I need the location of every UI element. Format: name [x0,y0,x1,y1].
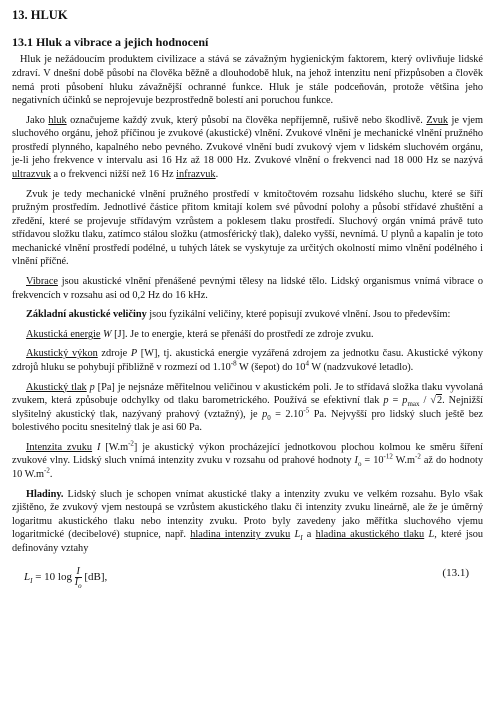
chapter-title: 13. HLUK [12,8,68,22]
text: jsou akustické vlnění přenášené pevnými tělesy na lidské tělo. Lidský organismus vnímá vibrace o frekvencích v rozsahu asi od 0,2 Hz do 16 kHz. [12,276,483,301]
exponent: -12 [383,453,393,461]
formula-lhs: L [24,571,31,584]
fraction [74,566,82,591]
symbol-lp: L [428,529,435,541]
term-hluk: hluk [48,114,67,126]
text: . [215,169,219,181]
paragraph-intro: Hluk je nežádoucím produktem civilizace a stává se závažným hygienickým faktorem, který ovlivňuje lidské zdraví. V dnešní době působí na člověka běžně a dlouhodobě hluk, na jehož intenzitu není přizpůsoben a člověk nemá proti působení hluku závažnější ochranné funkce. Hluk je stále podceňován, protože většina jeho negativních účinků se neprojevuje bezprostředně bolestí ani poruchou funkce. [12,54,483,107]
term-akusticky-vykon: Akustický výkon [26,348,98,360]
text: ] je akustický výkon procházející jednotkovou plochou kolmou ke směru šíření zvukové vlny. Lidský sluch vnímá intenzity zvuku v rozsahu od prahové hodnoty [12,441,483,467]
paragraph-akusticky-vykon [12,347,483,374]
paragraph-vibrace [12,275,483,302]
term-akusticky-tlak: Akustický tlak [26,381,87,393]
subscript: max [407,400,420,409]
term-infrazvuk: infrazvuk [176,169,216,181]
text: = 10 [361,455,384,467]
paragraph-hladiny [12,488,483,556]
symbol-i: I [96,441,101,453]
paragraph-akusticka-energie [12,328,483,342]
text: . Nejnižší slyšitelný akustický tlak, nazývaný prahový (vztažný), je [12,395,484,420]
term-ultrazvuk: ultrazvuk [12,169,51,181]
text: zdroje [97,348,131,360]
text: [Pa] je nejsnáze měřitelnou veličinou v akustickém poli. Je to střídavá složka tlaku vyvolaná zvukem, která způsobuje odchylky od tlaku barometrického. Používá se efektivní tlak [12,381,483,407]
subscript: o [78,582,82,591]
text: Lidský sluch je schopen vnímat akustické tlaky a intenzity zvuku ve velkém rozsahu. Bylo však zjištěno, že zvukový vjem nestoupá se vzrůstem akustického tlaku či intenzity zvuku lineárně, ale že je úměrný logaritmu akustického tlaku nebo intenzity zvuku. Proto byly zavedeny jako měřítka sluchového vjemu logaritmické (decibelové) stupnice, např. [12,488,483,541]
equation-number: (13.1) [442,567,469,580]
subscript: o [357,460,362,469]
paragraph-intenzita-zvuku [12,441,483,482]
exponent: -5 [303,406,310,415]
term-hladina-intenzity: hladina intenzity zvuku [190,529,291,541]
numerator: I [76,566,80,578]
text: [W.m [100,441,129,453]
denominator [74,577,82,591]
text: jsou fyzikální veličiny, které popisují zvukové vlnění. Jsou to především: [146,309,451,321]
term-hladiny: Hladiny. [26,488,64,500]
den-symbol: I [74,577,79,589]
text: W.m [392,455,416,467]
paragraph-hluk-definition [12,114,483,182]
term-vibrace: Vibrace [26,276,58,288]
exponent: -2 [415,453,421,461]
text: . [49,469,53,480]
term-zvuk: Zvuk [426,114,449,126]
paragraph-akusticky-tlak [12,381,483,435]
formula-unit: [dB], [81,571,108,584]
text: a [302,529,316,541]
symbol-w: W [103,328,112,340]
exponent: -8 [230,359,237,368]
formula-eq: = 10 log [32,571,75,584]
paragraph-zvuk-vlneni: Zvuk je tedy mechanické vlnění pružného prostředí v kmitočtovém rozsahu lidského sluchu, které se šíří pružným prostředím. Jednotlivé částice přitom kmitají kolem své původní polohy a působí střídavé zhuštění a zředění, které se projevuje střídavým vzrůstem a poklesem tlaku prostředí. Sluchový orgán vnímá právě tuto střídavou složku tlaku, zatímco stálou složku (atmosférický tlak), daleko vyšší, nevnímá. U plynů a kapalin je toto mechanické vlnění prostředí podélné, u tuhých látek se vyskytuje za určitých okolností mimo vlnění podélného i vlnění příčné. [12,188,483,268]
term-intenzita-zvuku: Intenzita zvuku [26,441,93,453]
symbol-i0: I [354,455,358,467]
formula-p: p [383,395,389,407]
formula-pmax: p [402,395,408,407]
subscript: 0 [267,413,271,422]
subscript: I [300,534,303,543]
text: [J]. Je to energie, která se přenáší do prostředí ze zdroje zvuku. [111,328,374,340]
text: je vjem sluchového orgánu, jehož příčinou je zvukové (akustické) vlnění. Zvukové vlnění je mechanické vlnění pružného prostředí plynného, kapalného nebo pevného. Zvukové vlnění budí zvukový vjem v lidském sluchovém orgánu, je-li jeho frekvence v intervalu asi 16 Hz až 18 000 Hz. Zvukové vlnění o frekvenci nad 18 000 Hz se nazývá [12,114,484,167]
text: Pa. Nejvyšší pro lidský sluch ještě bez bolestivého pocitu snesitelný tlak je asi 60 Pa. [12,408,483,434]
formula-sqrt: 2 [436,395,443,407]
symbol-p0: p [262,408,268,420]
exponent: 4 [305,359,309,368]
equation-13-1 [12,565,483,591]
text: [W], tj. akustická energie vyzářená zdrojem za jednotku času. Akustické výkony zdrojů hluku se pohybují přibližně v rozmezí od 1.10 [12,348,483,373]
text: Jako [26,114,49,126]
formula-slash: / [419,395,431,407]
exponent: -2 [44,466,50,475]
paragraph-zakladni-veliciny [12,308,483,322]
text: = 2.10 [270,408,304,420]
text: a o frekvenci nižší než 16 Hz [50,169,177,181]
text: W (šepot) do 10 [236,361,306,373]
term-hladina-tlaku: hladina akustického tlaku [315,529,425,541]
term-zakladni-veliciny: Základní akustické veličiny [26,309,147,321]
text: W (nadzvukové letadlo). [308,361,414,373]
formula-eq: = [388,395,403,407]
text: až do hodnoty 10 W.m [12,455,483,480]
subscript: I [30,577,33,586]
term-akusticka-energie: Akustická energie [26,328,101,340]
symbol-p: P [130,348,138,360]
text: , které jsou definovány vztahy [12,529,483,554]
text: označujeme každý zvuk, který působí na člověka nepříjemně, rušivě nebo škodlivě. [66,114,427,126]
equation-body [24,566,108,591]
symbol-li: L [294,529,301,541]
sqrt-symbol: √ [430,395,436,407]
exponent: -2 [128,439,134,448]
symbol-p: p [89,381,95,393]
section-title: 13.1 Hluk a vibrace a jejich hodnocení [12,35,209,49]
